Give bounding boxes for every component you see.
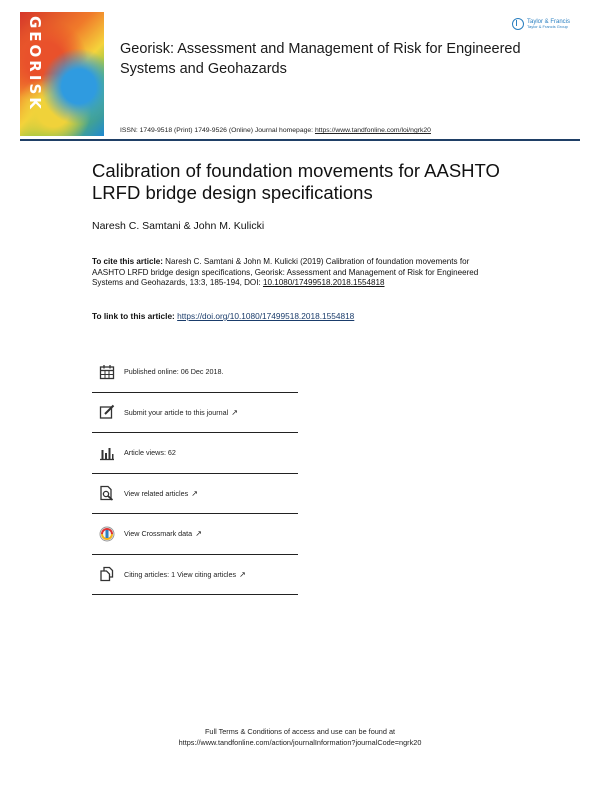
publisher-name: Taylor & Francis <box>527 19 571 25</box>
external-link-icon: ↗ <box>195 529 202 539</box>
citation-label: To cite this article: <box>92 257 163 266</box>
link-to-article-label: To link to this article: <box>92 311 178 321</box>
article-authors: Naresh C. Samtani & John M. Kulicki <box>92 220 265 232</box>
cover-title: GEORISK <box>26 16 44 112</box>
citing-articles-label: Citing articles: 1 View citing articles <box>124 569 237 579</box>
submit-article-link[interactable] <box>92 393 298 434</box>
footer-terms-link[interactable]: https://www.tandfonline.com/action/journalInformation?journalCode=ngrk20 <box>178 737 422 747</box>
external-link-icon: ↗ <box>191 488 198 498</box>
journal-title: Georisk: Assessment and Management of Risk for Engineered Systems and Geohazards <box>120 41 521 77</box>
article-views-label: Article views: 62 <box>124 448 176 458</box>
crossmark-label: View Crossmark data <box>124 529 193 539</box>
article-views-row <box>92 433 298 474</box>
citation-doi-link[interactable]: 10.1080/17499518.2018.1554818 <box>262 278 385 287</box>
crossmark-link[interactable] <box>92 514 298 555</box>
issn-line <box>120 127 431 134</box>
external-link-icon: ↗ <box>231 407 238 417</box>
link-to-article <box>92 311 354 321</box>
header-divider <box>20 139 580 141</box>
citation-block <box>92 257 492 289</box>
article-title: Calibration of foundation movements for AASHTO LRFD bridge design specifications <box>92 160 500 203</box>
citing-articles-link[interactable] <box>92 555 298 596</box>
edit-icon <box>98 403 116 421</box>
footer <box>0 727 600 748</box>
article-doi-url[interactable]: https://doi.org/10.1080/17499518.2018.1554818 <box>177 311 355 321</box>
journal-homepage-link[interactable]: https://www.tandfonline.com/loi/ngrk20 <box>314 127 431 134</box>
citation-text: Naresh C. Samtani & John M. Kulicki (2019) Calibration of foundation movements for AASHTO LRFD bridge design specifications, Georisk: Assessment and Management of Risk for Engineered Systems and Geohazards, 13:3, 185-194, DOI: <box>92 257 479 287</box>
crossmark-icon <box>98 525 116 543</box>
published-online-label: Published online: 06 Dec 2018. <box>124 367 224 377</box>
related-articles-label: View related articles <box>124 488 189 498</box>
related-articles-link[interactable] <box>92 474 298 515</box>
published-online-row <box>92 352 298 393</box>
bar-chart-icon <box>98 444 116 462</box>
external-link-icon: ↗ <box>239 569 246 579</box>
footer-line-1: Full Terms & Conditions of access and use can be found at <box>204 727 396 736</box>
article-links-list <box>92 352 298 595</box>
publisher-logo <box>512 16 582 32</box>
citing-icon <box>98 565 116 583</box>
issn-text: ISSN: 1749-9518 (Print) 1749-9526 (Online) Journal homepage: <box>120 127 315 134</box>
publisher-tagline: Taylor & Francis Group <box>527 24 568 29</box>
submit-article-label: Submit your article to this journal <box>124 407 229 417</box>
calendar-icon <box>98 363 116 381</box>
publisher-logo-icon <box>512 18 524 30</box>
journal-cover-image <box>20 12 104 136</box>
related-search-icon <box>98 484 116 502</box>
